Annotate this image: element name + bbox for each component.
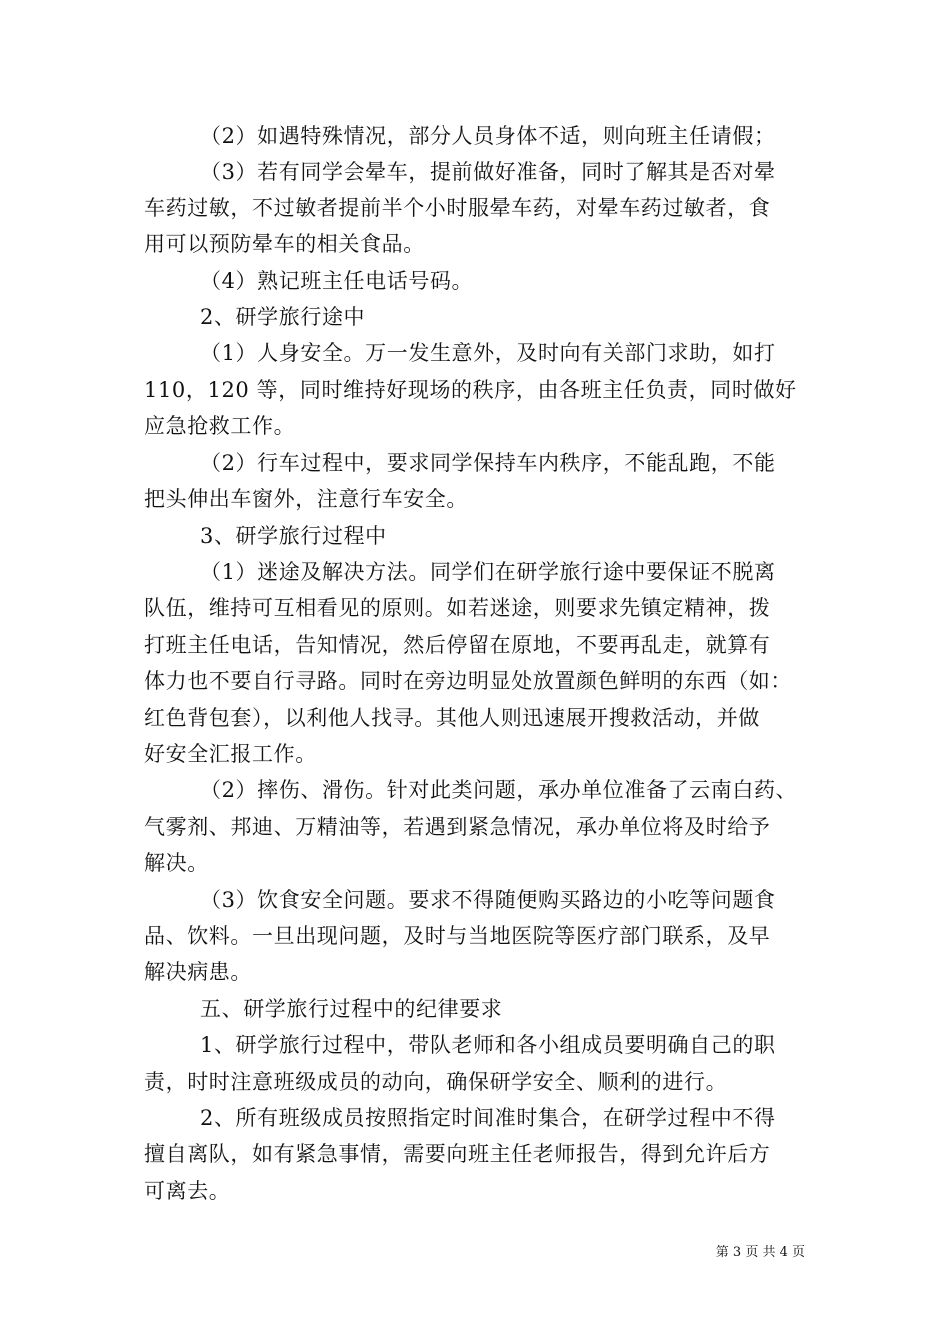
- text-line: 红色背包套），以利他人找寻。其他人则迅速展开搜救活动，并做: [144, 706, 760, 730]
- text-line: （1）人身安全。万一发生意外，及时向有关部门求助，如打: [200, 341, 776, 365]
- text-line: 1、研学旅行过程中，带队老师和各小组成员要明确自己的职: [200, 1033, 776, 1057]
- text-line: 队伍，维持可互相看见的原则。如若迷途，则要求先镇定精神，拨: [144, 596, 771, 620]
- section-heading: 2、研学旅行途中: [200, 305, 366, 329]
- text-line: （2）行车过程中，要求同学保持车内秩序，不能乱跑，不能: [200, 451, 776, 475]
- text-line: （1）迷途及解决方法。同学们在研学旅行途中要保证不脱离: [200, 560, 776, 584]
- text-line: 打班主任电话，告知情况，然后停留在原地，不要再乱走，就算有: [144, 633, 771, 657]
- text-line: 把头伸出车窗外，注意行车安全。: [144, 487, 468, 511]
- text-line: 可离去。: [144, 1179, 231, 1203]
- text-line: 应急抢救工作。: [144, 414, 296, 438]
- text-line: 品、饮料。一旦出现问题，及时与当地医院等医疗部门联系，及早: [144, 924, 771, 948]
- text-line: 车药过敏，不过敏者提前半个小时服晕车药，对晕车药过敏者，食: [144, 196, 771, 220]
- text-line: 体力也不要自行寻路。同时在旁边明显处放置颜色鲜明的东西（如：: [144, 669, 792, 693]
- text-line: 擅自离队，如有紧急事情，需要向班主任老师报告，得到允许后方: [144, 1142, 771, 1166]
- text-line: 好安全汇报工作。: [144, 742, 317, 766]
- text-line: 解决。: [144, 851, 209, 875]
- text-line: 110，120 等，同时维持好现场的秩序，由各班主任负责，同时做好: [144, 378, 797, 402]
- text-line: （2）摔伤、滑伤。针对此类问题，承办单位准备了云南白药、: [200, 778, 798, 802]
- text-line: （4）熟记班主任电话号码。: [200, 269, 474, 293]
- page-number-footer: 第 3 页 共 4 页: [715, 1245, 805, 1260]
- text-line: （2）如遇特殊情况，部分人员身体不适，则向班主任请假；: [200, 124, 776, 148]
- text-line: 气雾剂、邦迪、万精油等，若遇到紧急情况，承办单位将及时给予: [144, 815, 771, 839]
- section-heading: 3、研学旅行过程中: [200, 524, 387, 548]
- text-line: （3）若有同学会晕车，提前做好准备，同时了解其是否对晕: [200, 160, 776, 184]
- text-line: 用可以预防晕车的相关食品。: [144, 232, 425, 256]
- section-heading: 五、研学旅行过程中的纪律要求: [200, 997, 503, 1021]
- text-line: 责，时时注意班级成员的动向，确保研学安全、顺利的进行。: [144, 1070, 728, 1094]
- text-line: 2、所有班级成员按照指定时间准时集合，在研学过程中不得: [200, 1106, 776, 1130]
- text-line: （3）饮食安全问题。要求不得随便购买路边的小吃等问题食: [200, 888, 776, 912]
- text-line: 解决病患。: [144, 960, 252, 984]
